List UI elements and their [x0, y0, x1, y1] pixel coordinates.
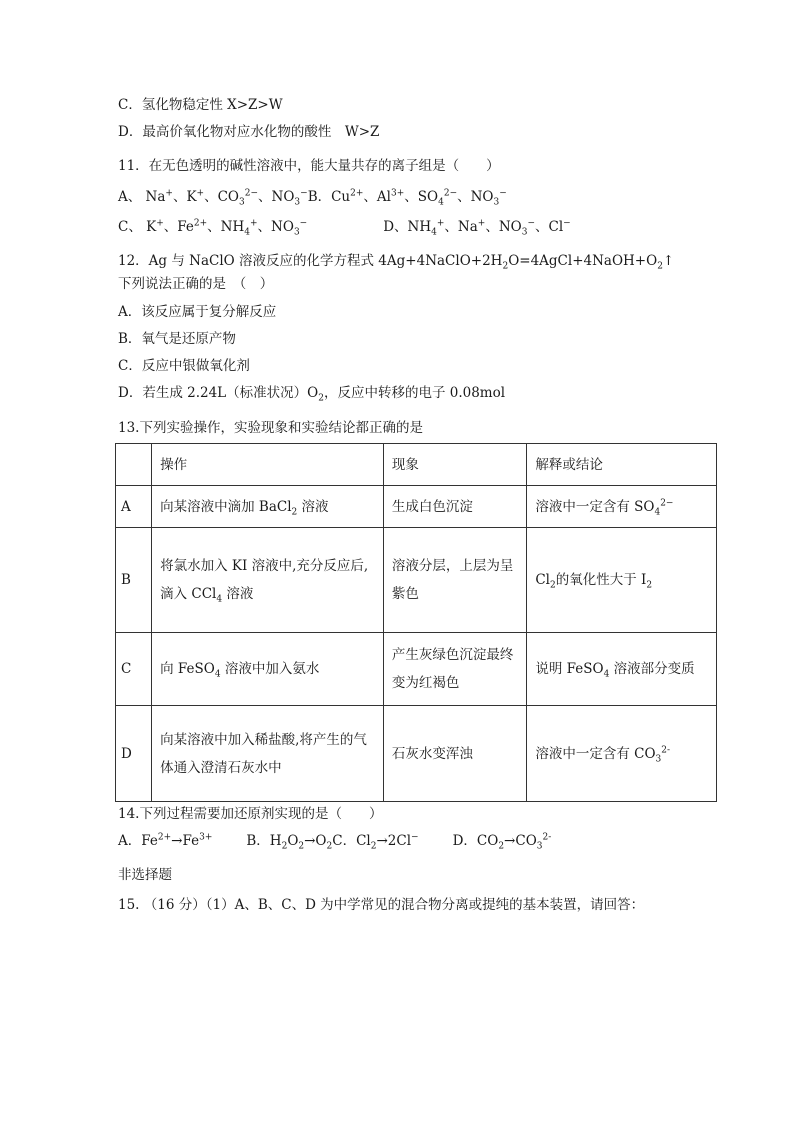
operation-cell: 向某溶液中加入稀盐酸,将产生的气 体通入澄清石灰水中	[152, 706, 384, 802]
row-label: B	[116, 528, 152, 633]
row-label: D	[116, 706, 152, 802]
question-11-options-cd: C、 K+、$Fe^{2+}$、$NH_4^+$、$NO_3^-$ D、$NH_4^+$、Na+、$NO_3^-$、Cl−	[118, 218, 571, 238]
question-12-option-c: C．反应中银做氧化剂	[118, 358, 250, 374]
phenomenon-cell: 石灰水变浑浊	[383, 706, 526, 802]
question-14: 14.下列过程需要加还原剂实现的是（ ）	[118, 806, 383, 822]
header-cell-blank	[116, 444, 152, 486]
table-header-row	[116, 444, 717, 486]
table-row	[116, 706, 717, 802]
header-cell-phenomenon: 现象	[383, 444, 526, 486]
row-label: A	[116, 486, 152, 528]
header-cell-operation: 操作	[152, 444, 384, 486]
question-11: 11．在无色透明的碱性溶液中，能大量共存的离子组是（ ）	[118, 158, 500, 174]
question-15: 15. （16 分）（1）A、B、C、D 为中学常见的混合物分离或提纯的基本装置，请回答：	[118, 897, 645, 913]
question-11-options-ab: A、 Na+、K+、$CO_3^{2-}$、$NO_3^-B$．$Cu^{2+}$、$Al^{3+}$、$SO_4^{2-}$、$NO_3^-$	[118, 188, 507, 208]
phenomenon-cell: 生成白色沉淀	[383, 486, 526, 528]
question-12-option-a: A．该反应属于复分解反应	[118, 304, 277, 320]
section-heading: 非选择题	[118, 867, 172, 883]
table-row	[116, 486, 717, 528]
question-12-option-d: D．若生成 2.24L（标准状况）$O_2$，反应中转移的电子 0.08mol	[118, 385, 506, 404]
question-12-option-b: B．氧气是还原产物	[118, 331, 236, 347]
operation-cell: 将氯水加入 KI 溶液中,充分反应后, 滴入 CCl$_4$ 溶液	[152, 528, 384, 633]
header-cell-conclusion: 解释或结论	[527, 444, 717, 486]
question-13: 13.下列实验操作，实验现象和实验结论都正确的是	[118, 420, 423, 436]
question-12-prompt: 下列说法正确的是 （ ）	[118, 276, 274, 292]
operation-cell: 向 FeSO$_4$ 溶液中加入氨水	[152, 633, 384, 706]
conclusion-cell: 溶液中一定含有 $SO_4^{2-}$	[527, 486, 717, 528]
conclusion-cell: 说明 FeSO$_4$ 溶液部分变质	[527, 633, 717, 706]
question-14-options: A．$Fe^{2+}\to Fe^{3+}$ B．$H_2O_2\to O_2C$．$Cl_2\to 2Cl^-$ D．$CO_2\to CO_3^{2-}$	[118, 832, 552, 852]
option-d-line: D．最高价氧化物对应水化物的酸性 W>Z	[118, 124, 380, 140]
question-12: 12．Ag 与 NaClO 溶液反应的化学方程式 $4Ag+4NaClO+2H_2O=4AgCl+4NaOH+O_2↑$	[118, 253, 675, 272]
phenomenon-cell: 溶液分层，上层为呈 紫色	[383, 528, 526, 633]
row-label: C	[116, 633, 152, 706]
phenomenon-cell: 产生灰绿色沉淀最终 变为红褐色	[383, 633, 526, 706]
conclusion-cell: $Cl_2$的氧化性大于 $I_2$	[527, 528, 717, 633]
operation-cell: 向某溶液中滴加 BaCl$_2$ 溶液	[152, 486, 384, 528]
conclusion-cell: 溶液中一定含有 $CO_3^{2-}$	[527, 706, 717, 802]
option-c-line: C．氢化物稳定性 X>Z>W	[118, 97, 283, 113]
experiment-table	[115, 443, 717, 802]
table-row	[116, 528, 717, 633]
table-row	[116, 633, 717, 706]
